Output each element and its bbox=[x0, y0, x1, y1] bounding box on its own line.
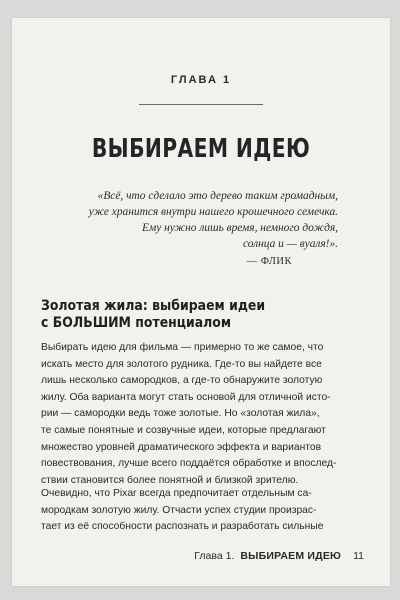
book-page bbox=[12, 18, 390, 586]
body-line: повествования, лучше всего поддаётся обработке и впослед- bbox=[41, 458, 337, 470]
section-heading-line: с БОЛЬШИМ потенциалом bbox=[41, 315, 232, 331]
body-line: тает из её способности распознать и разработать сильные bbox=[41, 521, 324, 533]
body-line: жилу. Оба варианта могут стать основой для отличной исто- bbox=[41, 391, 331, 403]
body-line: лишь несколько самородков, а где-то обнаружите золотую bbox=[41, 375, 323, 387]
epigraph bbox=[52, 188, 338, 252]
epigraph-line: солнца и — вуаля!». bbox=[243, 238, 338, 250]
epigraph-line: «Всё, что сделало это дерево таким громадным, bbox=[97, 190, 338, 202]
body-line: Очевидно, что Pixar всегда предпочитает отдельным са- bbox=[41, 488, 312, 499]
footer-title: ВЫБИРАЕМ ИДЕЮ bbox=[240, 550, 342, 562]
body-line: мородкам золотую жилу. Отчасти успех студии произрас- bbox=[41, 504, 317, 516]
footer-chapter: Глава 1. bbox=[194, 550, 235, 562]
chapter-label: ГЛАВА 1 bbox=[170, 74, 232, 86]
body-line: множество уровней драматического эффекта и вариантов bbox=[41, 441, 322, 453]
body-line: ствии становится более понятной и близкой зрителю. bbox=[41, 474, 299, 486]
section-heading-line: Золотая жила: выбираем идеи bbox=[41, 298, 266, 314]
epigraph-author: — ФЛИК bbox=[246, 256, 292, 267]
body-paragraph-2 bbox=[41, 486, 377, 536]
body-line: рии — самородки ведь тоже золотые. Но «золотая жила», bbox=[41, 408, 320, 420]
chapter-divider bbox=[139, 104, 263, 105]
page-number: 11 bbox=[353, 550, 364, 562]
body-line: Выбирать идею для фильма — примерно то же самое, что bbox=[41, 342, 324, 353]
chapter-title: ВЫБИРАЕМ ИДЕЮ bbox=[91, 134, 311, 164]
body-line: те самые понятные и созвучные идеи, которые предлагают bbox=[41, 424, 326, 436]
body-paragraph-1 bbox=[41, 340, 377, 489]
epigraph-line: уже хранится внутри нашего крошечного семечка. bbox=[88, 206, 338, 218]
section-heading bbox=[41, 298, 299, 332]
epigraph-line: Ему нужно лишь время, немного дождя, bbox=[141, 222, 338, 234]
page-footer bbox=[194, 550, 364, 562]
body-line: искать место для золотого рудника. Где-то вы найдете все bbox=[41, 358, 322, 370]
